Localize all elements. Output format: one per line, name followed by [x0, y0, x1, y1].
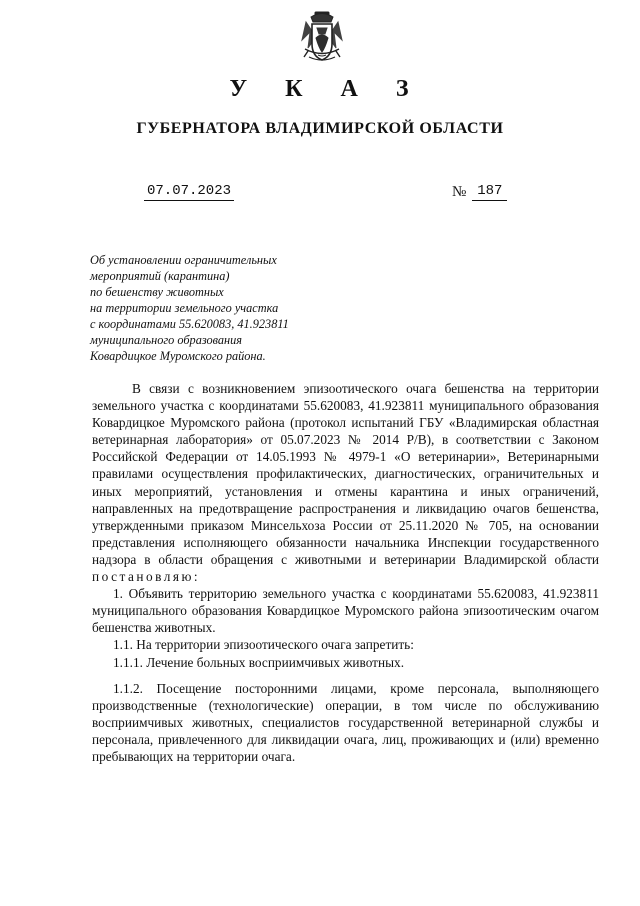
item-1-1-2: 1.1.2. Посещение посторонними лицами, кроме персонала, выполняющего производственные (технологические) операции, в том числе по обслуживанию восприимчивых животных, специалистов государственной ветеринарной службы и персонала, привлеченного для ликвидации очага, лиц, проживающих и (или) временно пребывающих на территории очага.	[92, 680, 599, 764]
item-1: 1. Объявить территорию земельного участка с координатами 55.620083, 41.923811 муниципального образования Ковардицкое Муромского района эпизоотическим очагом бешенства животных.	[92, 586, 599, 636]
intro-paragraph	[92, 380, 599, 585]
decree-number: 187	[472, 182, 507, 201]
vladimir-region-coat-of-arms-icon	[300, 10, 344, 64]
intro-text: В связи с возникновением эпизоотического очага бешенства на территории земельного участка с координатами 55.620083, 41.923811 муниципального образования Ковардицкое Муромского района (протокол испытаний ГБУ «Владимирская областная ветеринарная лаборатория» от 05.07.2023 № 2014 Р/В), в соответствии с Законом Российской Федерации от 14.05.1993 № 4979-1 «О ветеринарии», Ветеринарными правилами осуществления профилактических, диагностических, ограничительных и иных мероприятий, установления и отмены карантина и иных ограничений, направленных на предотвращение распространения и ликвидацию очагов бешенства, утвержденными приказом Минсельхоза России от 25.11.2020 № 705, на основании представления исполняющего обязанности начальника Инспекции государственного надзора в области обращения с животными и ветеринарии Владимирской области	[92, 381, 599, 567]
decree-word: постановляю:	[92, 569, 201, 585]
decree-title: У К А З	[229, 76, 425, 102]
decree-subject: Об установлении ограничительных мероприятий (карантина) по бешенству животных на территории земельного участка с координатами 55.620083, 41.923811 муниципального образования Ковардицкое Муромского района.	[90, 253, 289, 363]
decree-number-label: №	[452, 184, 467, 200]
decree-body	[92, 380, 599, 765]
decree-number-block	[452, 182, 507, 201]
decree-date: 07.07.2023	[144, 182, 234, 201]
item-1-1: 1.1. На территории эпизоотического очага запретить:	[113, 637, 414, 653]
decree-issuer: ГУБЕРНАТОРА ВЛАДИМИРСКОЙ ОБЛАСТИ	[136, 120, 504, 137]
item-1-1-1: 1.1.1. Лечение больных восприимчивых животных.	[113, 654, 405, 670]
